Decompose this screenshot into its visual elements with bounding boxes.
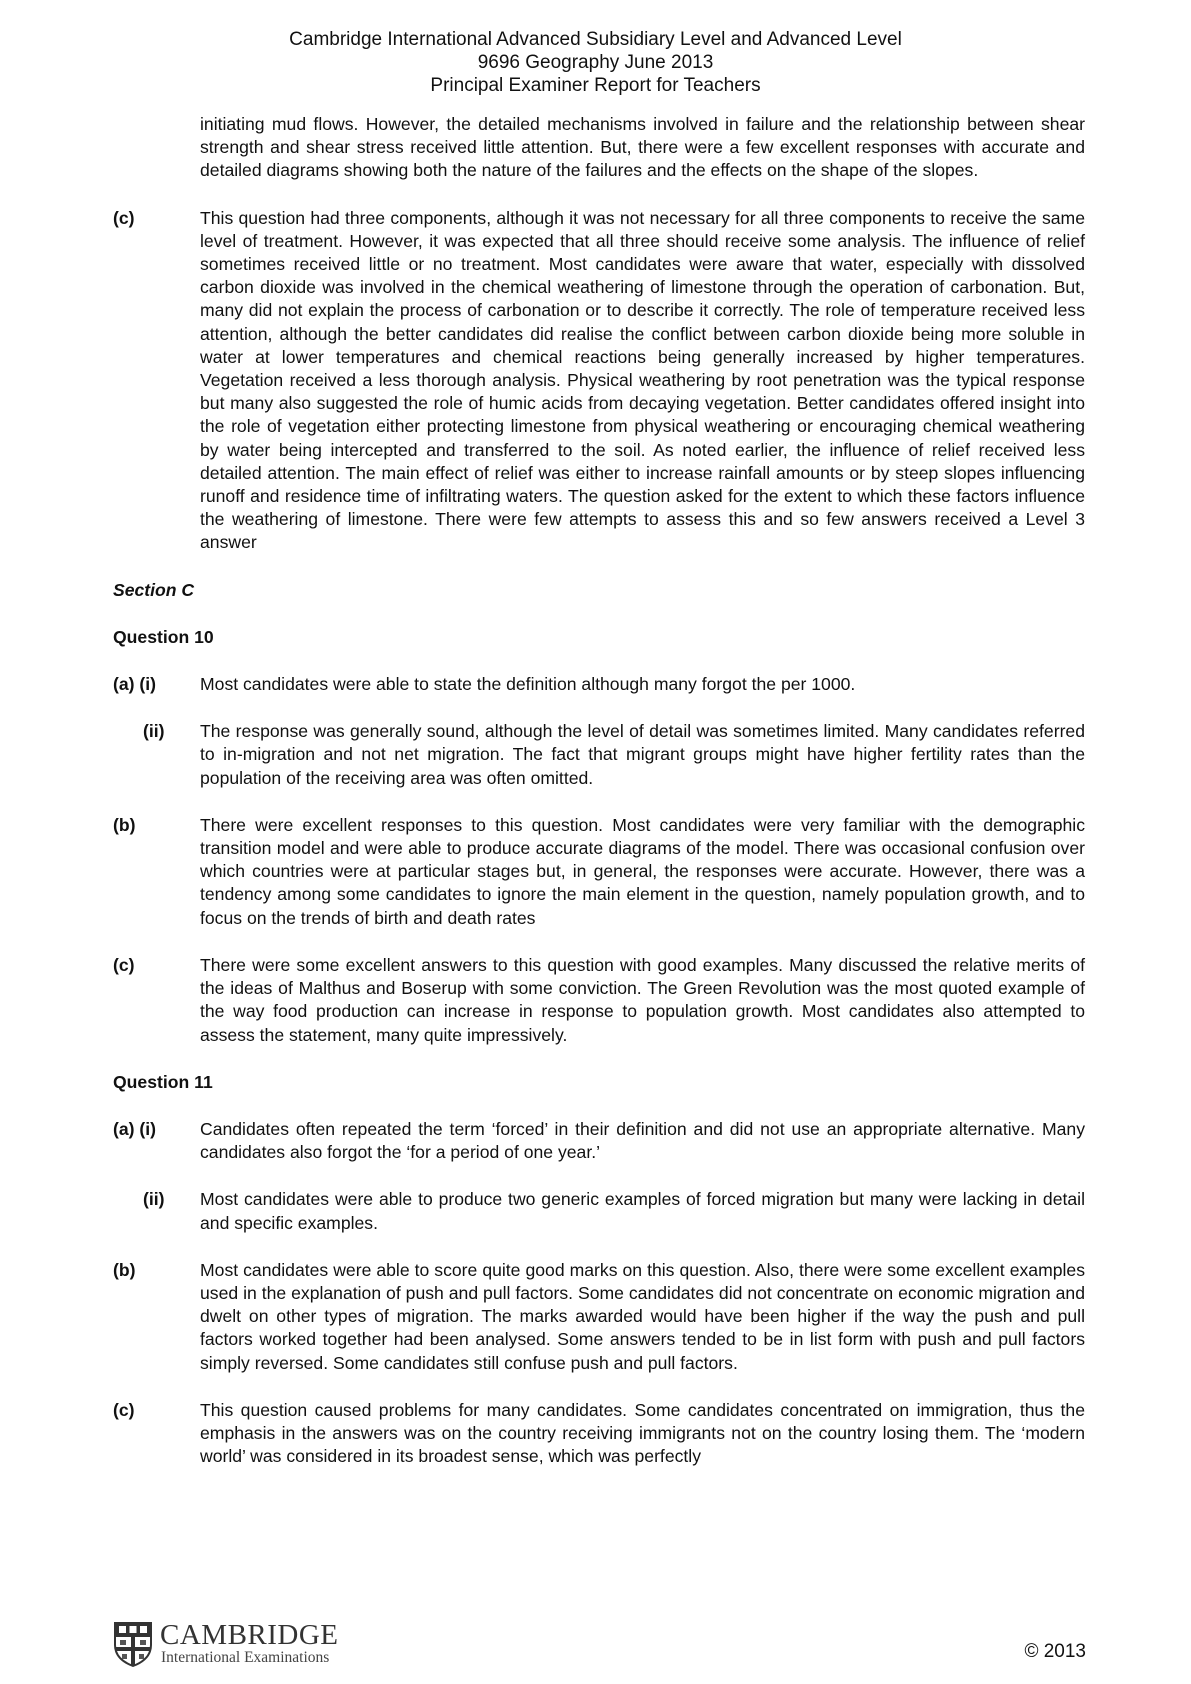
- q11-a-ii-paragraph: [113, 1188, 1085, 1234]
- header-line-2: 9696 Geography June 2013: [477, 52, 714, 73]
- header-line-3: Principal Examiner Report for Teachers: [430, 75, 761, 96]
- question-10-heading: Question 10: [113, 626, 214, 647]
- part-label: (c): [113, 207, 135, 228]
- q9-c-paragraph: [113, 207, 1085, 555]
- brand-name: CAMBRIDGE: [160, 1619, 339, 1651]
- paragraph-text: Most candidates were able to produce two generic examples of forced migration but many were lacking in detail and specific examples.: [200, 1189, 1085, 1233]
- question-11-heading: Question 11: [113, 1071, 213, 1092]
- paragraph-text: Most candidates were able to score quite good marks on this question. Also, there were some excellent examples used in the explanation of push and pull factors. Some candidates did not concentrate on economic migration and dwelt on other types of migration. The marks awarded would have been higher if the way the push and pull factors worked together had been analysed. Some answers tended to be in list form with push and pull factors simply reversed. Some candidates still confuse push and pull factors.: [200, 1259, 1085, 1373]
- copyright-notice: © 2013: [1024, 1641, 1086, 1662]
- part-label: (a) (i): [113, 1118, 156, 1139]
- paragraph-text: There were some excellent answers to this question with good examples. Many discussed the relative merits of the ideas of Malthus and Boserup with some conviction. The Green Revolution was the most quoted example of the way food production can increase in response to population growth. Most candidates also attempted to assess the statement, many quite impressively.: [200, 954, 1085, 1045]
- paragraph-text: initiating mud flows. However, the detailed mechanisms involved in failure and the relationship between shear strength and shear stress received little attention. But, there were a few excellent responses with accurate and detailed diagrams showing both the nature of the failures and the effects on the shape of the slopes.: [200, 114, 1085, 181]
- q10-a-ii-paragraph: [113, 720, 1085, 790]
- q11-a-i-paragraph: [113, 1118, 1085, 1164]
- section-heading: Section C: [113, 579, 195, 600]
- report-body: [113, 113, 1085, 1492]
- q10-b-paragraph: [113, 814, 1085, 930]
- paragraph-text: Candidates often repeated the term ‘forced’ in their definition and did not use an appropriate alternative. Many candidates also forgot the ‘for a period of one year.’: [200, 1118, 1085, 1163]
- paragraph-text: This question had three components, although it was not necessary for all three components to receive the same level of treatment. However, it was expected that all three should receive some analysis. The influence of relief sometimes received little or no treatment. Most candidates were aware that water, especially with dissolved carbon dioxide was involved in the chemical weathering of limestone through the operation of carbonation. But, many did not explain the process of carbonation or to describe it correctly. The role of temperature received less attention, although the better candidates did realise the conflict between carbon dioxide being more soluble in water at lower temperatures and chemical reactions being generally increased by higher temperatures. Vegetation received a less thorough analysis. Physical weathering by root penetration was the typical response but many also suggested the role of humic acids from decaying vegetation. Better candidates offered insight into the role of vegetation either protecting limestone from physical weathering or encouraging chemical weathering by water being intercepted and transferred to the soil. As noted earlier, the influence of relief received less detailed attention. The main effect of relief was either to increase rainfall amounts or by steep slopes influencing runoff and residence time of infiltrating waters. The question asked for the extent to which these factors influence the weathering of limestone. There were few attempts to assess this and so few answers received a Level 3 answer: [200, 207, 1085, 553]
- crest-icon: [113, 1621, 153, 1667]
- page-header: [0, 28, 1191, 97]
- paragraph-text: The response was generally sound, although the level of detail was sometimes limited. Many candidates referred to in-migration and not net migration. The fact that migrant groups might have higher fertility rates than the population of the receiving area was often omitted.: [200, 721, 1085, 788]
- cambridge-logo: [113, 1621, 373, 1667]
- brand-subtitle: International Examinations: [161, 1649, 330, 1666]
- part-label: (a) (i): [113, 674, 156, 695]
- part-label: (b): [113, 1259, 136, 1280]
- paragraph-text: Most candidates were able to state the definition although many forgot the per 1000.: [200, 674, 856, 695]
- paragraph-text: There were excellent responses to this question. Most candidates were very familiar with the demographic transition model and were able to produce accurate diagrams of the model. There was occasional confusion over which countries were at particular stages but, in general, the responses were accurate. However, there was a tendency among some candidates to ignore the main element in the question, namely population growth, and to focus on the trends of birth and death rates: [200, 814, 1085, 928]
- q11-b-paragraph: [113, 1259, 1085, 1375]
- part-label: (c): [113, 954, 135, 975]
- header-line-1: Cambridge International Advanced Subsidiary Level and Advanced Level: [289, 29, 902, 50]
- part-label: (ii): [143, 1189, 165, 1210]
- part-label: (ii): [143, 721, 165, 742]
- part-label: (b): [113, 814, 136, 835]
- paragraph-text: This question caused problems for many candidates. Some candidates concentrated on immigration, thus the emphasis in the answers was on the country receiving immigrants not on the country losing them. The ‘modern world’ was considered in its broadest sense, which was perfectly: [200, 1399, 1085, 1467]
- intro-paragraph: [113, 113, 1085, 183]
- part-label: (c): [113, 1399, 135, 1420]
- q10-a-i-paragraph: [113, 673, 1085, 696]
- q11-c-paragraph: [113, 1399, 1085, 1469]
- q10-c-paragraph: [113, 954, 1085, 1047]
